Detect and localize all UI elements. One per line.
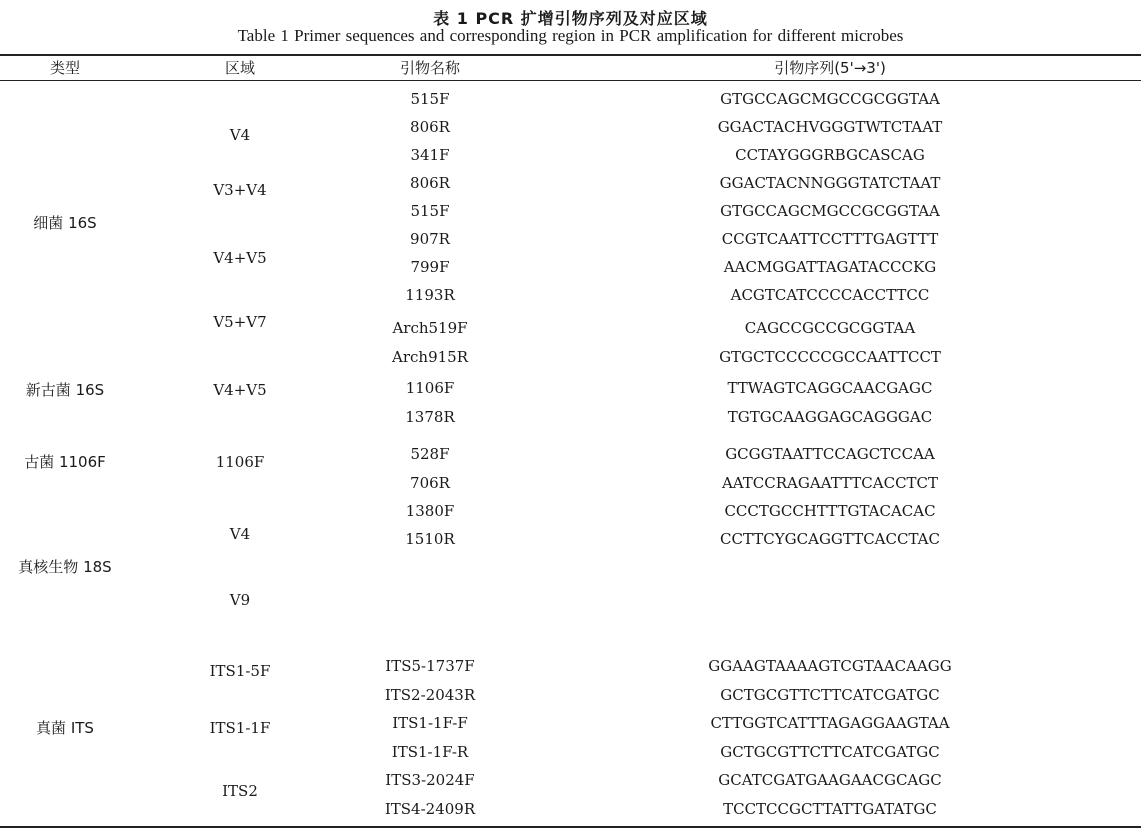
primer-name: 806R <box>410 118 450 136</box>
primer-sequence: CCGTCAATTCCTTTGAGTTT <box>721 230 939 248</box>
primer-name: 341F <box>410 146 450 164</box>
primer-sequence: TTWAGTCAGGCAACGAGC <box>727 379 933 397</box>
region-cell: ITS1-5F <box>209 662 271 680</box>
region-cell: V4 <box>229 126 251 144</box>
region-cell: ITS2 <box>222 782 258 800</box>
table-title-en: Table 1 Primer sequences and corresponding region in PCR amplification for different microbes <box>237 26 904 45</box>
primer-name: Arch915R <box>392 348 468 366</box>
header-rule <box>0 80 1141 81</box>
primer-name: 1510R <box>405 530 455 548</box>
type-cell: 新古菌 16S <box>25 381 105 399</box>
primer-sequence: GCTGCGTTCTTCATCGATGC <box>720 686 940 704</box>
primer-name: ITS2-2043R <box>384 686 476 704</box>
primer-sequence: CAGCCGCCGCGGTAA <box>744 319 916 337</box>
region-cell: V5+V7 <box>213 313 267 331</box>
header-type: 类型 <box>49 59 80 77</box>
top-rule <box>0 54 1141 56</box>
header-region: 区域 <box>224 59 255 77</box>
primer-sequence: GGACTACNNGGGTATCTAAT <box>719 174 941 192</box>
region-cell: V4+V5 <box>213 249 267 267</box>
primer-name: Arch519F <box>392 319 468 337</box>
primer-name: 907R <box>410 230 450 248</box>
region-cell: V4 <box>229 525 251 543</box>
header-primer-name: 引物名称 <box>399 59 460 77</box>
type-cell: 真核生物 18S <box>18 558 112 576</box>
primer-name: ITS1-1F-R <box>391 743 469 761</box>
primer-sequence: AATCCRAGAATTTCACCTCT <box>721 474 939 492</box>
primer-name: 515F <box>410 90 450 108</box>
primer-name: 1380F <box>405 502 455 520</box>
primer-sequence: TGTGCAAGGAGCAGGGAC <box>727 408 933 426</box>
primer-sequence: GCGGTAATTCCAGCTCCAA <box>725 445 935 463</box>
type-cell: 细菌 16S <box>33 214 97 232</box>
primer-sequence: TCCTCCGCTTATTGATATGC <box>723 800 937 818</box>
region-cell: V4+V5 <box>213 381 267 399</box>
type-cell: 真菌 ITS <box>36 719 94 737</box>
primer-sequence: CCCTGCCHTTTGTACACAC <box>724 502 936 520</box>
primer-sequence: GGACTACHVGGGTWTCTAAT <box>717 118 943 136</box>
primer-name: ITS3-2024F <box>385 771 475 789</box>
region-cell: V3+V4 <box>213 181 267 199</box>
region-cell: 1106F <box>215 453 265 471</box>
primer-name: ITS5-1737F <box>385 657 475 675</box>
bottom-rule <box>0 826 1141 828</box>
primer-name: 1378R <box>405 408 455 426</box>
primer-sequence: GGAAGTAAAAGTCGTAACAAGG <box>708 657 952 675</box>
primer-name: 799F <box>410 258 450 276</box>
primer-sequence: GCTGCGTTCTTCATCGATGC <box>720 743 940 761</box>
primer-sequence: ACGTCATCCCCACCTTCC <box>730 286 930 304</box>
primer-sequence: CCTAYGGGRBGCASCAG <box>735 146 925 164</box>
primer-name: 806R <box>410 174 450 192</box>
primer-sequence: GCATCGATGAAGAACGCAGC <box>718 771 942 789</box>
primer-sequence: GTGCCAGCMGCCGCGGTAA <box>720 202 940 220</box>
primer-name: 1106F <box>405 379 455 397</box>
primer-name: 528F <box>410 445 450 463</box>
primer-sequence: CCTTCYGCAGGTTCACCTAC <box>720 530 940 548</box>
region-cell: V9 <box>229 591 251 609</box>
region-cell: ITS1-1F <box>209 719 271 737</box>
table-title-zh: 表 1 PCR 扩增引物序列及对应区域 <box>433 9 708 28</box>
primer-sequence: CTTGGTCATTTAGAGGAAGTAA <box>710 714 950 732</box>
primer-sequence: GTGCCAGCMGCCGCGGTAA <box>720 90 940 108</box>
primer-name: ITS1-1F-F <box>392 714 468 732</box>
type-cell: 古菌 1106F <box>24 453 106 471</box>
primer-name: ITS4-2409R <box>384 800 476 818</box>
primer-sequence: AACMGGATTAGATACCCKG <box>723 258 937 276</box>
primer-name: 1193R <box>405 286 455 304</box>
primer-sequence: GTGCTCCCCCGCCAATTCCT <box>719 348 941 366</box>
header-primer-sequence: 引物序列(5'→3') <box>774 59 886 77</box>
primer-name: 706R <box>410 474 450 492</box>
primer-name: 515F <box>410 202 450 220</box>
